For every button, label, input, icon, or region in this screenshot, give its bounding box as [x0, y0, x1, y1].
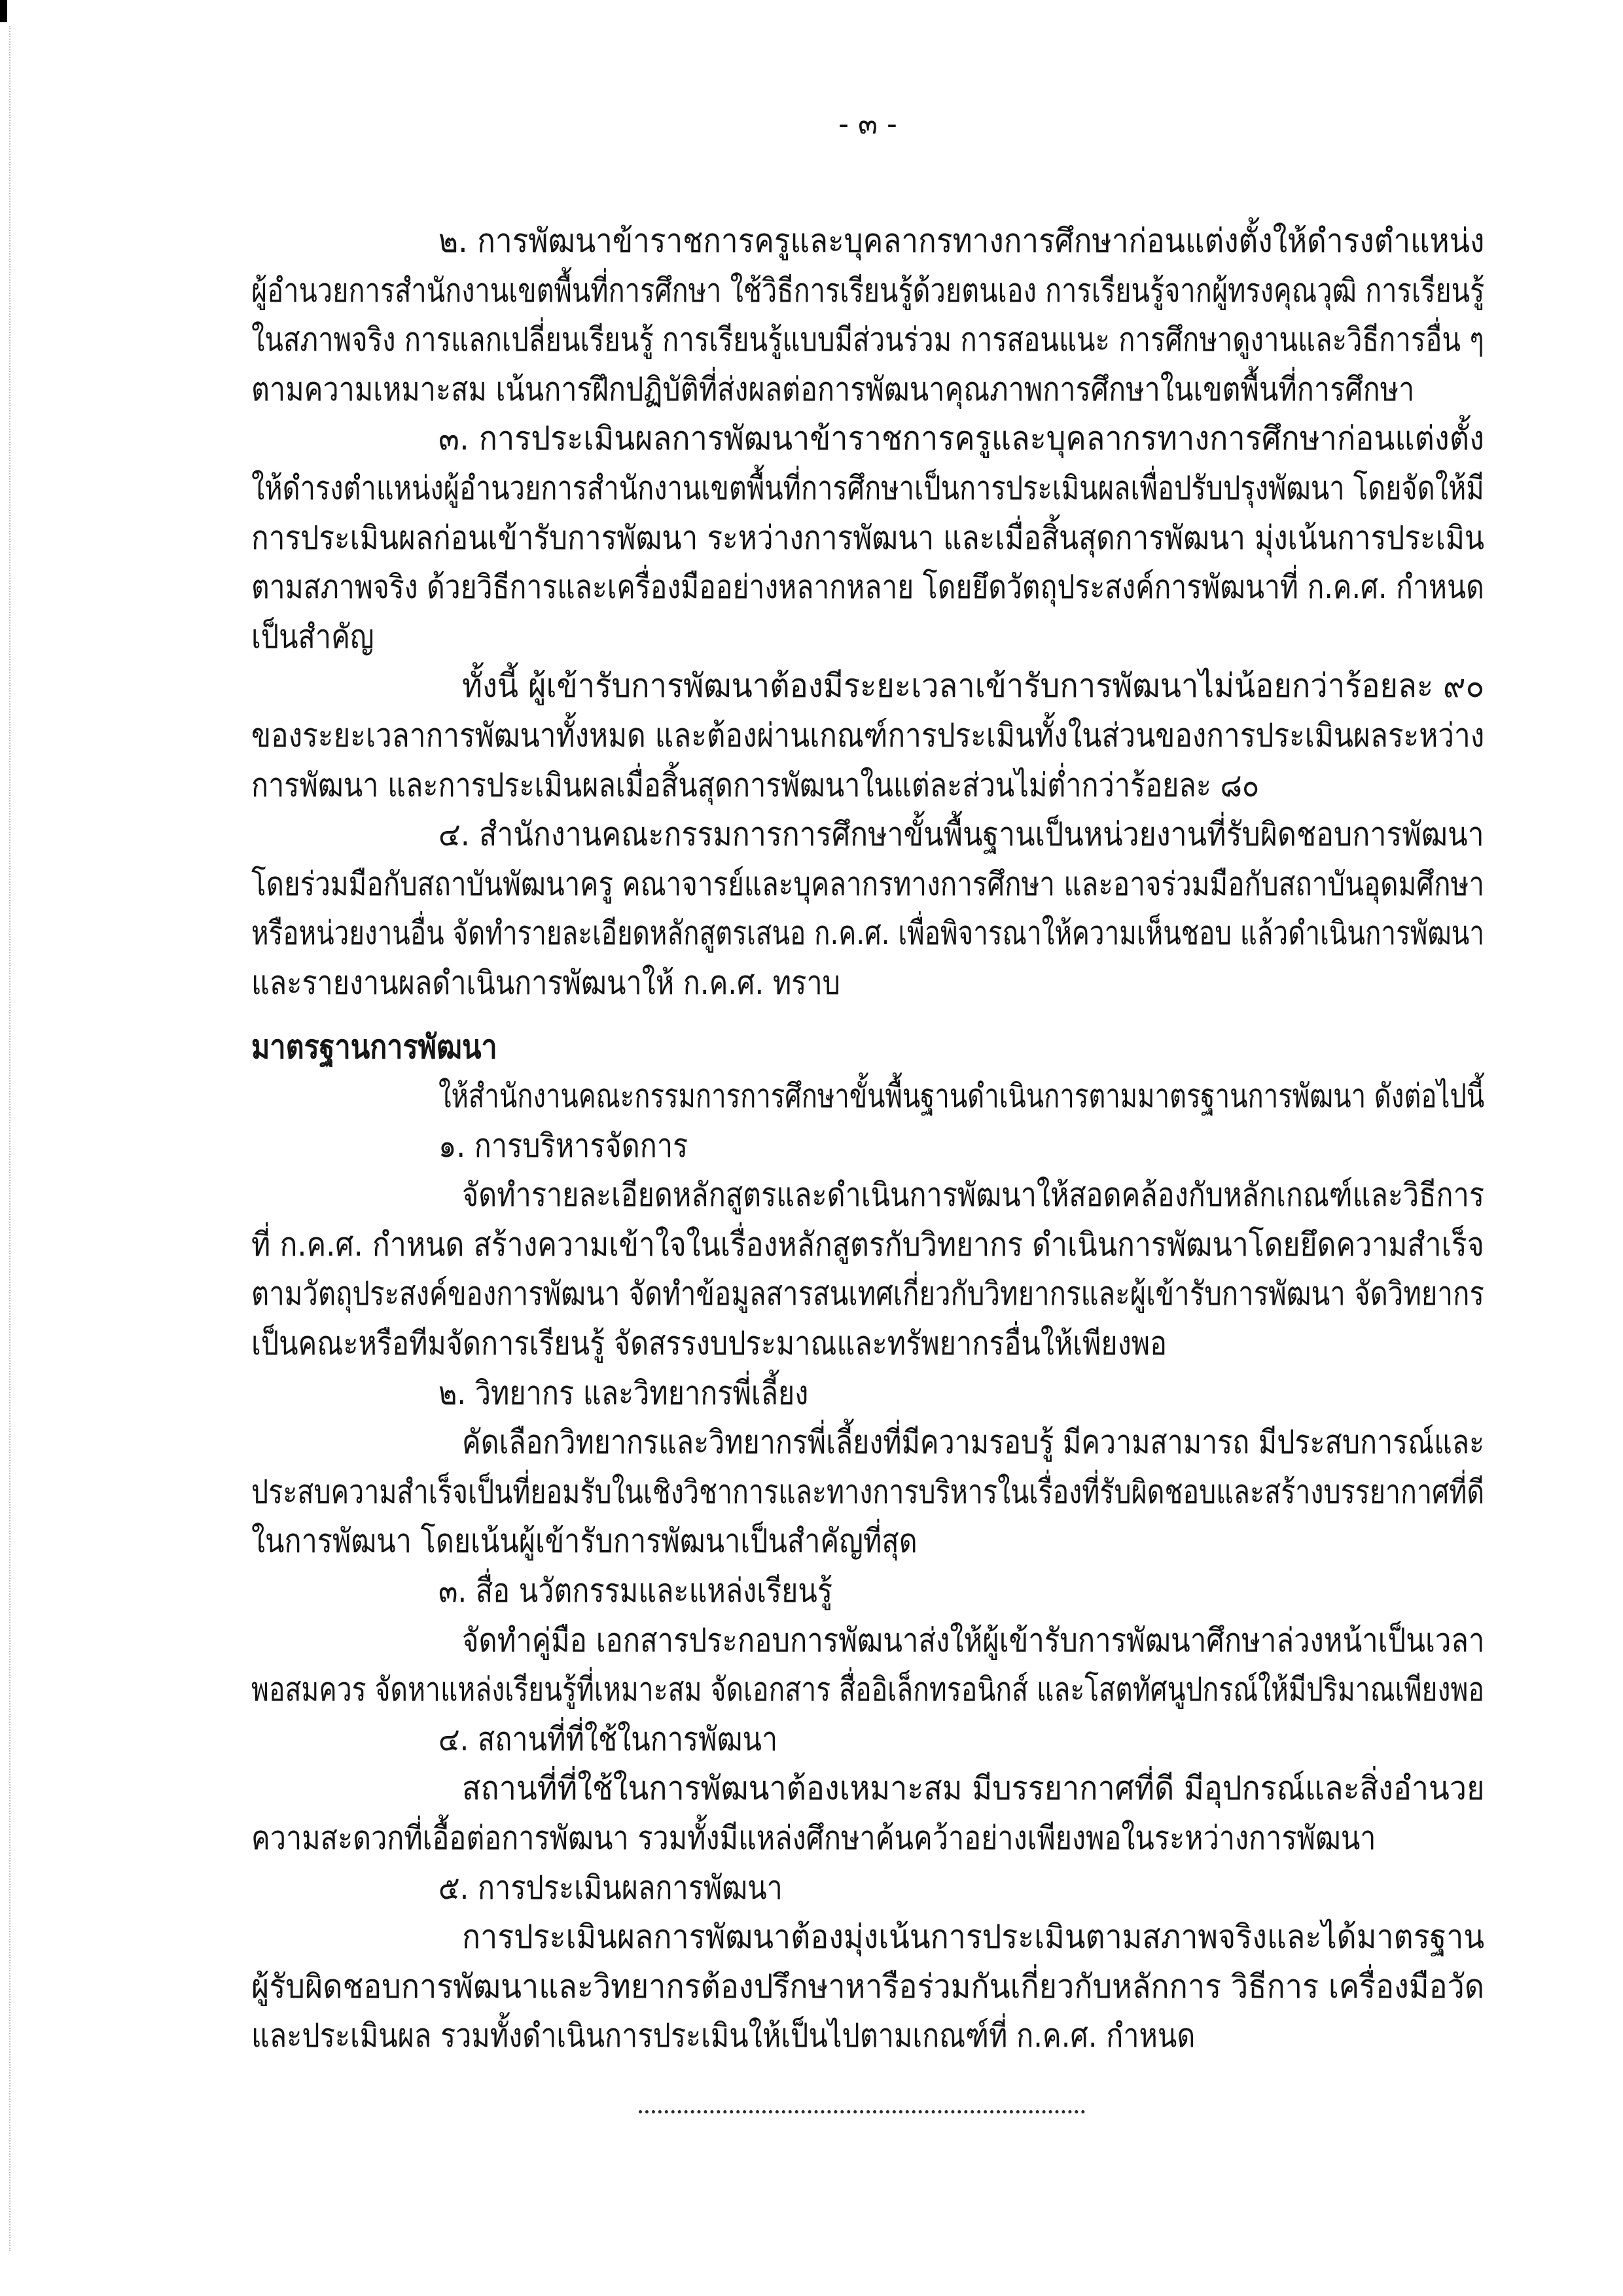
paragraph-item-3 — [251, 414, 1484, 662]
text-line — [251, 860, 1484, 910]
line-text: ความสะดวกที่เอื้อต่อการพัฒนา รวมทั้งมีแหล่งศึกษาค้นคว้าอย่างเพียงพอในระหว่างการพัฒนา — [251, 1819, 1376, 1857]
standard-item-title — [438, 1369, 1484, 1419]
line-text: ตามความเหมาะสม เน้นการฝึกปฏิบัติที่ส่งผลต่อการพัฒนาคุณภาพการศึกษาในเขตพื้นที่การศึกษา — [251, 370, 1415, 408]
text-line — [462, 1616, 1484, 1666]
text-line — [251, 1814, 1484, 1863]
line-text: พอสมควร จัดหาแหล่งเรียนรู้ที่เหมาะสม จัดเอกสาร สื่ออิเล็กทรอนิกส์ และโสตทัศนูปกรณ์ให้มีปริมาณเพียงพอ — [251, 1670, 1484, 1709]
line-text: โดยร่วมมือกับสถาบันพัฒนาครู คณาจารย์และบุคลากรทางการศึกษา และอาจร่วมมือกับสถาบันอุดมศึกษา — [251, 864, 1484, 903]
line-text: หรือหน่วยงานอื่น จัดทำรายละเอียดหลักสูตรเสนอ ก.ค.ศ. เพื่อพิจารณาให้ความเห็นชอบ แล้วดำเนินการพัฒนา — [251, 914, 1485, 953]
line-text: เป็นคณะหรือทีมจัดการเรียนรู้ จัดสรรงบประมาณและทรัพยากรอื่นให้เพียงพอ — [251, 1324, 1168, 1363]
standard-item-2 — [251, 1369, 1484, 1566]
line-text: ๑. การบริหารจัดการ — [438, 1126, 688, 1165]
line-text: จัดทำคู่มือ เอกสารประกอบการพัฒนาส่งให้ผู้เข้ารับการพัฒนาศึกษาล่วงหน้าเป็นเวลา — [462, 1621, 1485, 1659]
text-line — [251, 464, 1484, 514]
text-line — [438, 414, 1484, 464]
line-text: ผู้รับผิดชอบการพัฒนาและวิทยากรต้องปรึกษาหารือร่วมกันเกี่ยวกับหลักการ วิธีการ เครื่องมือวัด — [251, 1967, 1485, 2005]
line-text: ผู้อำนวยการสำนักงานเขตพื้นที่การศึกษา ใช้วิธีการเรียนรู้ด้วยตนเอง การเรียนรู้จากผู้ทรงคุณวุฒิ การเรียนรู้ — [251, 271, 1485, 309]
line-text: ที่ ก.ค.ศ. กำหนด สร้างความเข้าใจในเรื่องหลักสูตรกับวิทยากร ดำเนินการพัฒนาโดยยึดความสำเร็จ — [251, 1225, 1484, 1263]
text-line — [251, 365, 1484, 415]
line-text: การประเมินผลการพัฒนาต้องมุ่งเน้นการประเมินตามสภาพจริงและได้มาตรฐาน — [462, 1918, 1485, 1956]
line-text: คัดเลือกวิทยากรและวิทยากรพี่เลี้ยงที่มีความรอบรู้ มีความสามารถ มีประสบการณ์และ — [462, 1423, 1485, 1462]
standard-item-title — [438, 1566, 1484, 1616]
paragraph-item-2 — [251, 217, 1484, 414]
text-line — [251, 761, 1484, 811]
text-line — [462, 1418, 1484, 1468]
text-line — [438, 810, 1484, 860]
line-text: ในการพัฒนา โดยเน้นผู้เข้ารับการพัฒนาเป็นสำคัญที่สุด — [251, 1522, 918, 1561]
text-line — [251, 266, 1484, 316]
line-text: ๒. การพัฒนาข้าราชการครูและบุคลากรทางการศึกษาก่อนแต่งตั้งให้ดำรงตำแหน่ง — [438, 222, 1485, 260]
line-text: ประสบความสำเร็จเป็นที่ยอมรับในเชิงวิชาการและทางการบริหารในเรื่องที่รับผิดชอบและสร้างบรรยากาศที่ดี — [251, 1472, 1485, 1511]
text-line — [251, 1319, 1484, 1369]
standard-item-5 — [251, 1863, 1484, 2061]
line-text: ๕. การประเมินผลการพัฒนา — [438, 1868, 783, 1907]
section-heading-text: มาตรฐานการพัฒนา — [251, 1027, 497, 1066]
line-text: ๓. สื่อ นวัตกรรมและแหล่งเรียนรู้ — [438, 1572, 832, 1610]
paragraph-note — [251, 662, 1484, 810]
line-text: ตามสภาพจริง ด้วยวิธีการและเครื่องมืออย่างหลากหลาย โดยยึดวัตถุประสงค์การพัฒนาที่ ก.ค.ศ. กำหนด — [251, 568, 1484, 607]
section-intro — [438, 1072, 1484, 1122]
text-line — [251, 1665, 1484, 1715]
text-line — [251, 563, 1484, 612]
text-line — [462, 1913, 1484, 1962]
line-text: สถานที่ที่ใช้ในการพัฒนาต้องเหมาะสม มีบรรยากาศที่ดี มีอุปกรณ์และสิ่งอำนวย — [462, 1769, 1485, 1808]
line-text: ๒. วิทยากร และวิทยากรพี่เลี้ยง — [438, 1373, 809, 1412]
line-text: การประเมินผลก่อนเข้ารับการพัฒนา ระหว่างการพัฒนา และเมื่อสิ้นสุดการพัฒนา มุ่งเน้นการประเมิน — [251, 518, 1485, 557]
line-text: และรายงานผลดำเนินการพัฒนาให้ ก.ค.ศ. ทราบ — [251, 963, 841, 1002]
standard-item-1 — [251, 1122, 1484, 1369]
text-line — [251, 1220, 1484, 1270]
text-line — [462, 1764, 1484, 1814]
paragraph-item-4 — [251, 810, 1484, 1008]
line-text: ๔. สถานที่ที่ใช้ในการพัฒนา — [438, 1720, 778, 1758]
text-line — [251, 711, 1484, 761]
line-text: ให้ดำรงตำแหน่งผู้อำนวยการสำนักงานเขตพื้นที่การศึกษาเป็นการประเมินผลเพื่อปรับปรุงพัฒนา โดยจัดให้มี — [251, 468, 1484, 507]
text-line — [462, 1171, 1484, 1220]
text-line — [462, 662, 1484, 711]
text-line — [438, 217, 1484, 266]
standard-item-3 — [251, 1566, 1484, 1715]
line-text: ๓. การประเมินผลการพัฒนาข้าราชการครูและบุคลากรทางการศึกษาก่อนแต่งตั้ง — [438, 419, 1484, 458]
text-line — [251, 1468, 1484, 1517]
line-text: ในสภาพจริง การแลกเปลี่ยนเรียนรู้ การเรียนรู้แบบมีส่วนร่วม การสอนแนะ การศึกษาดูงานและวิธีการอื่น ๆ — [251, 321, 1484, 359]
standard-item-4 — [251, 1715, 1484, 1863]
line-text: การพัฒนา และการประเมินผลเมื่อสิ้นสุดการพัฒนาในแต่ละส่วนไม่ต่ำกว่าร้อยละ ๘๐ — [251, 766, 1260, 804]
standard-item-title — [438, 1863, 1484, 1913]
standard-item-title — [438, 1715, 1484, 1765]
line-text: และประเมินผล รวมทั้งดำเนินการประเมินให้เป็นไปตามเกณฑ์ที่ ก.ค.ศ. กำหนด — [251, 2017, 1196, 2055]
end-dotted-line — [639, 2110, 1085, 2113]
document-body — [251, 217, 1484, 2061]
section-heading — [251, 1023, 1484, 1072]
line-text: ให้สำนักงานคณะกรรมการการศึกษาขั้นพื้นฐานดำเนินการตามมาตรฐานการพัฒนา ดังต่อไปนี้ — [438, 1077, 1485, 1116]
text-line — [251, 1517, 1484, 1566]
text-line — [251, 315, 1484, 365]
page-number: - ๓ - — [838, 107, 897, 141]
text-line — [251, 514, 1484, 563]
scan-edge-line — [9, 26, 10, 2251]
line-text: ตามวัตถุประสงค์ของการพัฒนา จัดทำข้อมูลสารสนเทศเกี่ยวกับวิทยากรและผู้เข้ารับการพัฒนา จัดวิทยากร — [251, 1275, 1484, 1313]
line-text: ของระยะเวลาการพัฒนาทั้งหมด และต้องผ่านเกณฑ์การประเมินทั้งในส่วนของการประเมินผลระหว่าง — [251, 716, 1485, 754]
text-line — [251, 909, 1484, 959]
text-line — [251, 1962, 1484, 2012]
line-text: เป็นสำคัญ — [251, 617, 374, 656]
line-text: จัดทำรายละเอียดหลักสูตรและดำเนินการพัฒนาให้สอดคล้องกับหลักเกณฑ์และวิธีการ — [462, 1176, 1485, 1214]
line-text: ๔. สำนักงานคณะกรรมการการศึกษาขั้นพื้นฐานเป็นหน่วยงานที่รับผิดชอบการพัฒนา — [438, 815, 1484, 854]
text-line — [251, 1269, 1484, 1319]
text-line — [251, 959, 1484, 1008]
line-text: ทั้งนี้ ผู้เข้ารับการพัฒนาต้องมีระยะเวลาเข้ารับการพัฒนาไม่น้อยกว่าร้อยละ ๙๐ — [462, 667, 1485, 705]
text-line — [251, 612, 1484, 662]
text-line — [251, 2011, 1484, 2061]
standard-item-title — [438, 1122, 1484, 1171]
scan-mark — [0, 0, 7, 22]
